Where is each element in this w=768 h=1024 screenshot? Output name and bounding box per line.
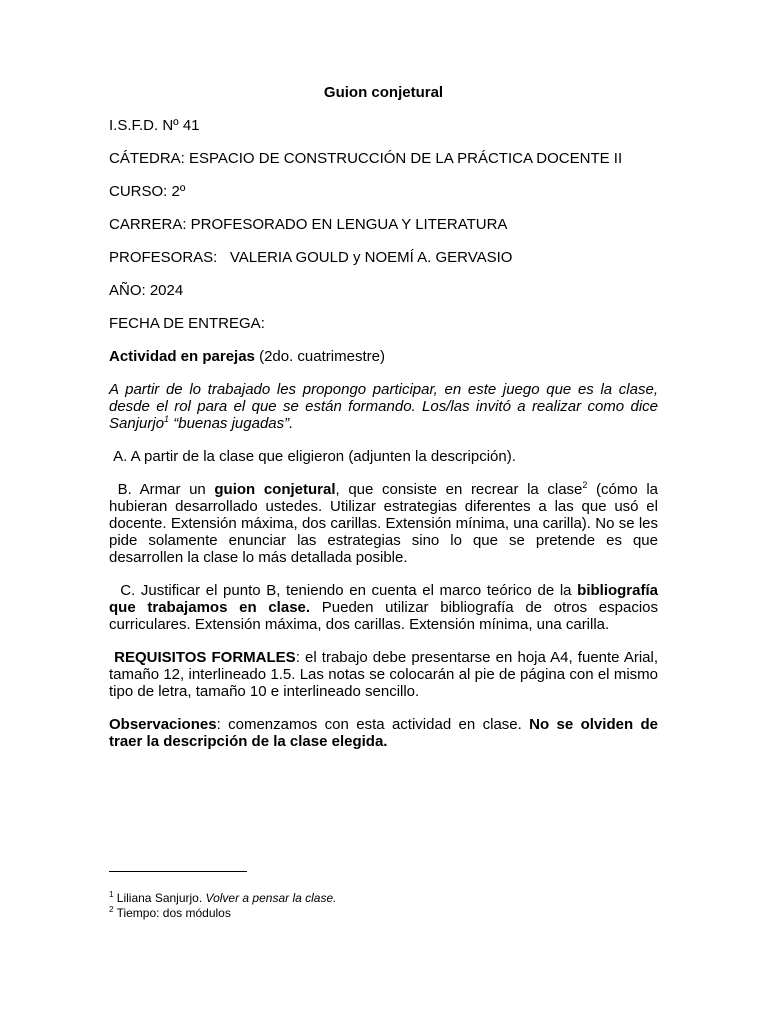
- footnote-separator: [109, 871, 247, 872]
- item-b-middle: , que consiste en recrear la clase: [335, 481, 583, 498]
- item-b-prefix: B. Armar un: [109, 481, 215, 498]
- footnote-1-text: Liliana Sanjurjo.: [113, 891, 206, 905]
- intro-paragraph: [109, 381, 663, 432]
- footnote-2: [109, 906, 658, 921]
- item-c-bold: bibliografía que trabajamos en clase.: [109, 582, 663, 616]
- item-c-paragraph: [109, 582, 663, 633]
- activity-label: Actividad en parejas: [109, 348, 255, 365]
- carrera-line: CARRERA: PROFESORADO EN LENGUA Y LITERATURA: [109, 216, 508, 233]
- institution-line: I.S.F.D. Nº 41: [109, 117, 200, 134]
- catedra-line: CÁTEDRA: ESPACIO DE CONSTRUCCIÓN DE LA PRÁCTICA DOCENTE II: [109, 150, 623, 167]
- footnote-2-text: Tiempo: dos módulos: [113, 906, 231, 920]
- intro-quote: “buenas jugadas”.: [169, 415, 294, 432]
- observations-text: : comenzamos con esta actividad en clase.: [216, 716, 530, 733]
- curso-line: CURSO: 2º: [109, 183, 186, 200]
- observations-label: Observaciones: [109, 716, 217, 733]
- profesoras-line: PROFESORAS: VALERIA GOULD y NOEMÍ A. GERVASIO: [109, 249, 513, 266]
- footnote-1: [109, 891, 658, 906]
- footnote-1-number: 1: [109, 890, 114, 899]
- footnote-2-number: 2: [109, 905, 114, 914]
- item-b-rest: (cómo la hubieran desarrollado ustedes. Utilizar estrategias diferentes a las que usó el docente. Extensión máxima, dos carillas. Extensión mínima, una carilla). No se les pide solamente enunciar las estrategias sino lo que se pretende es que desarrollen la clase lo más detallada posible.: [109, 481, 663, 566]
- observations-bold-end: No se olviden de traer la descripción de la clase elegida.: [109, 716, 663, 750]
- year-line: AÑO: 2024: [109, 282, 184, 299]
- document-page: [109, 84, 663, 766]
- item-c-rest: Pueden utilizar bibliografía de otros espacios curriculares. Extensión máxima, dos carillas. Extensión mínima, una carilla.: [109, 599, 663, 633]
- requirements-label: REQUISITOS FORMALES: [109, 649, 296, 666]
- footnote-ref-2: 2: [582, 480, 588, 490]
- activity-line: [109, 348, 658, 365]
- footnote-1-italic: Volver a pensar la clase.: [205, 891, 337, 905]
- item-b-bold: guion conjetural: [214, 481, 336, 498]
- requirements-text: : el trabajo debe presentarse en hoja A4, fuente Arial, tamaño 12, interlineado 1.5. Las notas se colocarán al pie de página con el mismo tipo de letra, tamaño 10 e interlineado sencillo.: [109, 649, 663, 700]
- item-c-prefix: C. Justificar el punto B, teniendo en cuenta el marco teórico de la: [109, 582, 578, 599]
- requirements-paragraph: [109, 649, 663, 700]
- document-title: Guion conjetural: [323, 84, 444, 101]
- item-a-paragraph: A. A partir de la clase que eligieron (adjunten la descripción).: [109, 448, 516, 465]
- footnote-ref-1: 1: [164, 414, 170, 424]
- item-b-paragraph: [109, 480, 663, 566]
- activity-period: (2do. cuatrimestre): [254, 348, 385, 365]
- delivery-date-line: FECHA DE ENTREGA:: [109, 315, 265, 332]
- observations-paragraph: [109, 716, 663, 750]
- footnotes: [109, 891, 658, 921]
- intro-text: A partir de lo trabajado les propongo participar, en este juego que es la clase, desde el rol para el que se están formando. Los/las invitó a realizar como dice Sanjurjo: [109, 381, 663, 432]
